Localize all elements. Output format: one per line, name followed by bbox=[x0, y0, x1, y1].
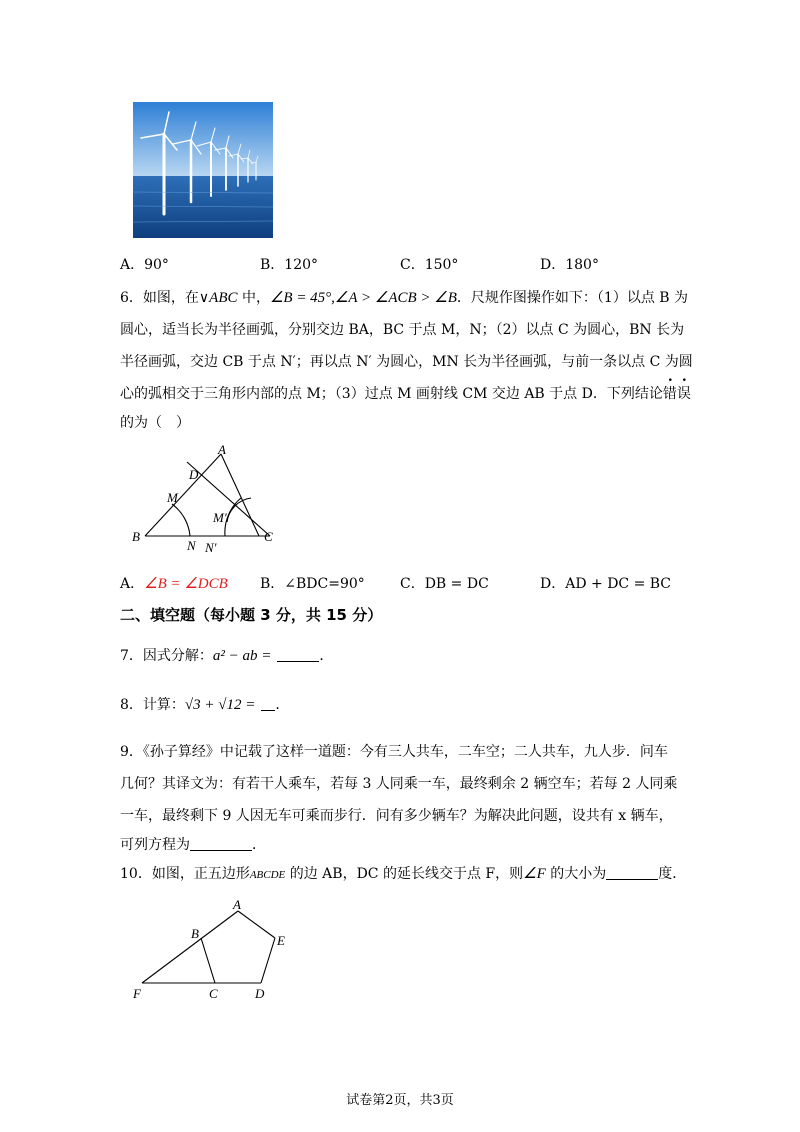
q7-prompt: 7．因式分解： bbox=[120, 648, 213, 664]
arc-c bbox=[225, 498, 241, 536]
q9-equation-prompt: 可列方程为 bbox=[120, 837, 190, 853]
q9-line-3: 一车，最终剩下 9 人因无车可乘而步行．问有多少辆车？为解决此问题，设共有 x 辆车， bbox=[120, 808, 673, 824]
side-bc bbox=[201, 938, 215, 983]
q9-line-1: 9．《孙子算经》中记载了这样一道题：今有三人共车，二车空；二人共车，九人步．问车 bbox=[120, 744, 668, 760]
side-ab-extended bbox=[142, 911, 238, 983]
label-d: D bbox=[255, 986, 265, 1001]
label-a: A bbox=[233, 897, 241, 912]
q6-line-1 bbox=[120, 287, 690, 307]
q6-option-d: D．AD + DC = BC bbox=[540, 576, 672, 592]
side-ae bbox=[238, 911, 275, 938]
page-footer: 试卷第2页，共3页 bbox=[346, 1093, 454, 1108]
q5-options bbox=[120, 254, 720, 276]
q5-option-d: D．180° bbox=[540, 257, 599, 273]
q6-option-a-label: A． bbox=[120, 576, 145, 592]
q6-emphasis-char-1: 错 bbox=[662, 386, 677, 402]
q10-answer-blank[interactable] bbox=[606, 865, 658, 880]
q8-period: ． bbox=[275, 697, 290, 713]
q6-option-a bbox=[120, 573, 228, 593]
label-a: A bbox=[218, 442, 226, 457]
q6-steps-intro: ．尺规作图操作如下：（1）以点 B 为 bbox=[456, 290, 689, 306]
label-n-prime: N′ bbox=[205, 540, 217, 555]
q9-line-4 bbox=[120, 834, 690, 854]
q5-option-c: C．150° bbox=[400, 257, 459, 273]
q6-condition: ∠B = 45°,∠A > ∠ACB > ∠B bbox=[269, 290, 457, 306]
q6-option-c: C．DB = DC bbox=[400, 576, 489, 592]
label-n: N bbox=[187, 538, 196, 553]
wind-turbine-photo bbox=[133, 102, 273, 238]
q6-intro: 6．如图，在∨ bbox=[120, 290, 210, 306]
q10-pentagon-figure bbox=[125, 895, 300, 1005]
label-m: M bbox=[167, 490, 178, 505]
side-ab bbox=[145, 454, 221, 536]
label-b: B bbox=[132, 529, 140, 544]
label-d: D bbox=[189, 467, 199, 482]
side-ac bbox=[221, 454, 259, 536]
q6-line-4 bbox=[120, 383, 690, 403]
q10-unit: 度． bbox=[658, 866, 687, 882]
q6-option-a-expr: ∠B = ∠DCB bbox=[144, 576, 228, 592]
q9-line-2: 几何？其译文为：有若干人乘车，若每 3 人同乘一车，最终剩余 2 辆空车；若每 2 人同乘 bbox=[120, 776, 678, 792]
q7 bbox=[120, 645, 690, 665]
q6-line-3: 半径画弧，交边 CB 于点 N′；再以点 N′ 为圆心，MN 长为半径画弧，与前一条以点 C 为圆 bbox=[120, 354, 693, 370]
q10-prompt: 10．如图，正五边形 bbox=[120, 866, 250, 882]
q7-answer-blank[interactable] bbox=[277, 647, 319, 662]
q6-line-4-text: 心的弧相交于三角形内部的点 M；（3）过点 M 画射线 CM 交边 AB 于点 D．下列结论 bbox=[120, 386, 663, 402]
q5-option-b: B．120° bbox=[260, 257, 319, 273]
label-c: C bbox=[209, 986, 218, 1001]
q10-mid: 的边 AB，DC 的延长线交于点 F，则 bbox=[285, 866, 524, 882]
q5-option-a: A．90° bbox=[120, 257, 169, 273]
label-c: C bbox=[264, 529, 273, 544]
q7-expr: a² − ab = bbox=[212, 648, 272, 664]
q6-triangle: ABC bbox=[209, 290, 238, 306]
label-e: E bbox=[277, 933, 285, 948]
q10 bbox=[120, 863, 690, 883]
q9-answer-blank[interactable] bbox=[190, 836, 252, 851]
label-f: F bbox=[133, 986, 141, 1001]
q6-options bbox=[120, 573, 720, 595]
label-m-prime: M′ bbox=[213, 510, 227, 525]
q10-polygon: ABCDE bbox=[249, 869, 286, 881]
q8-answer-blank[interactable] bbox=[261, 696, 275, 711]
q8 bbox=[120, 694, 690, 714]
q8-prompt: 8．计算： bbox=[120, 697, 185, 713]
ray-cm bbox=[187, 462, 270, 536]
side-ed bbox=[261, 938, 275, 983]
q6-line-5: 的为（ ） bbox=[120, 415, 190, 431]
q6-emphasis-char-2: 误 bbox=[676, 386, 691, 402]
q6-line-2: 圆心，适当长为半径画弧，分别交边 BA，BC 于点 M，N；（2）以点 C 为圆心，BN 长为 bbox=[120, 322, 685, 338]
q10-angle: ∠F bbox=[523, 866, 546, 882]
q10-size-text: 的大小为 bbox=[545, 866, 607, 882]
label-b: B bbox=[191, 926, 199, 941]
q6-option-b: B．∠BDC=90° bbox=[260, 576, 365, 592]
section-2-title: 二、填空题（每小题 3 分，共 15 分） bbox=[120, 606, 383, 624]
q6-mid: 中， bbox=[237, 290, 270, 306]
q8-expr: √3 + √12 = bbox=[184, 697, 256, 713]
q9-period: ． bbox=[252, 837, 266, 853]
arc-mn bbox=[172, 504, 190, 536]
q6-triangle-figure bbox=[125, 440, 295, 560]
q7-period: ． bbox=[319, 648, 334, 664]
